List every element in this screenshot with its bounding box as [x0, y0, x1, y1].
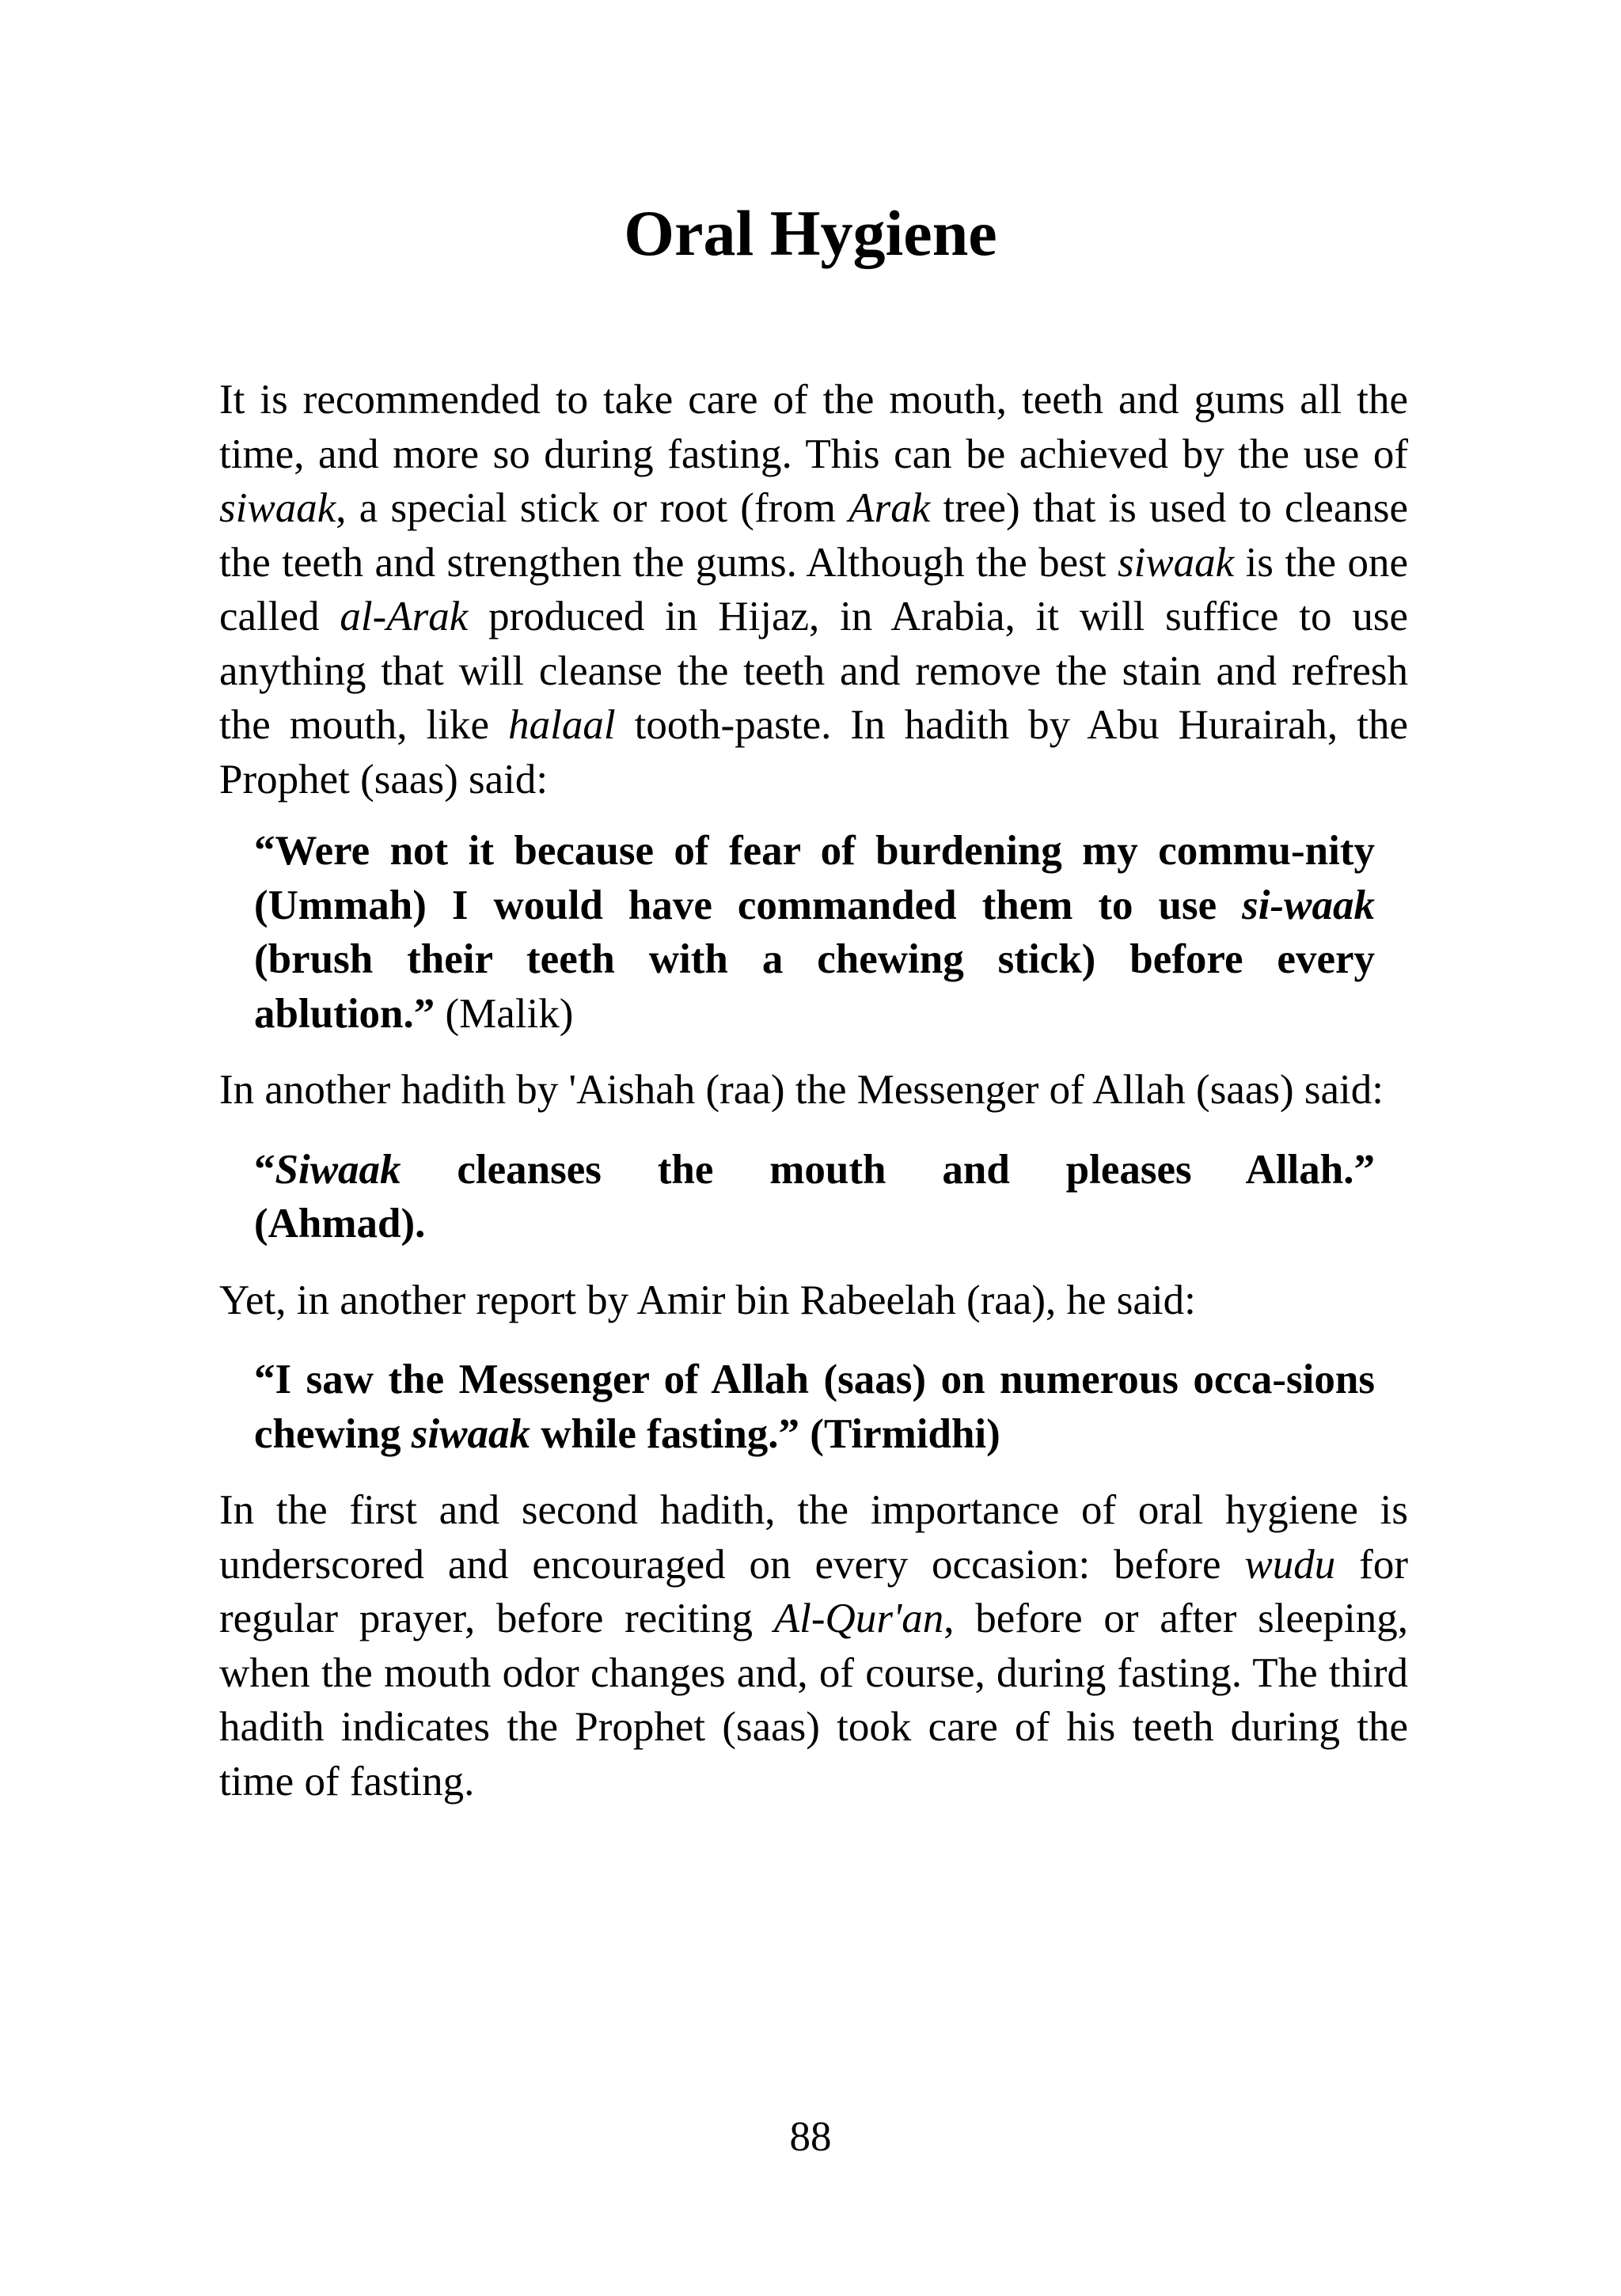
quote3-text-2: while fasting.” (Tirmidhi) — [530, 1410, 1000, 1457]
intro-paragraph — [219, 373, 1408, 806]
body-text — [219, 373, 1408, 1808]
quote1-text-2: (brush their teeth with a chewing stick) before every ablution.” — [254, 936, 1375, 1037]
conclusion-text-1: In the first and second hadith, the importance of oral hygiene is underscored and encouraged on every occasion: before — [219, 1487, 1408, 1588]
hadith-quote-malik — [254, 824, 1375, 1041]
conclusion-term-wudu: wudu — [1244, 1541, 1336, 1588]
intro-text-3: tree) that is used to cleanse the teeth and strengthen the gums. Although the best — [219, 485, 1409, 586]
intro-term-arak: Arak — [848, 485, 931, 531]
quote3-term-siwaak: siwaak — [411, 1410, 530, 1457]
intro-text-5: produced in Hijaz, in Arabia, it will suffice to use anything that will cleanse the teeth and remove the stain and refresh the mouth, like — [219, 594, 1408, 748]
intro-text-4: is the one called — [219, 539, 1408, 639]
intro-term-halaal: halaal — [508, 702, 616, 748]
amir-paragraph: Yet, in another report by Amir bin Rabeelah (raa), he said: — [219, 1277, 1196, 1323]
page-title: Oral Hygiene — [624, 197, 997, 269]
intro-term-siwaak-2: siwaak — [1117, 539, 1235, 586]
intro-text-1: It is recommended to take care of the mouth, teeth and gums all the time, and more so during fasting. This can be achieved by the use of — [219, 377, 1408, 477]
quote1-text-1: “Were not it because of fear of burdening my commu-nity (Ummah) I would have commanded them to use — [254, 828, 1375, 928]
conclusion-text-2: for regular prayer, before reciting — [219, 1541, 1408, 1641]
hadith-quote-ahmad-line1 — [254, 1143, 1375, 1197]
quote2-term-siwaak: Siwaak — [275, 1146, 401, 1193]
quote3-text-1: “I saw the Messenger of Allah (saas) on numerous occa-sions chewing — [254, 1357, 1375, 1457]
conclusion-term-quran: Al-Qur'an — [773, 1596, 944, 1641]
quote1-source: (Malik) — [435, 990, 574, 1037]
intro-term-siwaak: siwaak — [219, 485, 336, 531]
hadith-quote-ahmad-source: (Ahmad). — [254, 1201, 426, 1247]
intro-term-al-arak: al-Arak — [340, 594, 469, 639]
intro-text-2: , a special stick or root (from — [336, 485, 849, 531]
intro-text-6: tooth-paste. In hadith by Abu Hurairah, the Prophet (saas) said: — [219, 702, 1408, 803]
conclusion-paragraph — [219, 1483, 1408, 1808]
hadith-quote-tirmidhi — [254, 1353, 1375, 1461]
aishah-paragraph: In another hadith by 'Aishah (raa) the Messenger of Allah (saas) said: — [219, 1067, 1384, 1113]
quote2-open: “ — [254, 1146, 275, 1193]
page-number: 88 — [789, 2114, 832, 2160]
quote2-text-1: cleanses the mouth and pleases Allah.” — [401, 1146, 1375, 1193]
quote1-term-siwaak: si-waak — [1242, 882, 1375, 928]
conclusion-text-3: , before or after sleeping, when the mouth odor changes and, of course, during fasting. The third hadith indicates the Prophet (saas) took care of his teeth during the time of fasting. — [219, 1596, 1408, 1805]
